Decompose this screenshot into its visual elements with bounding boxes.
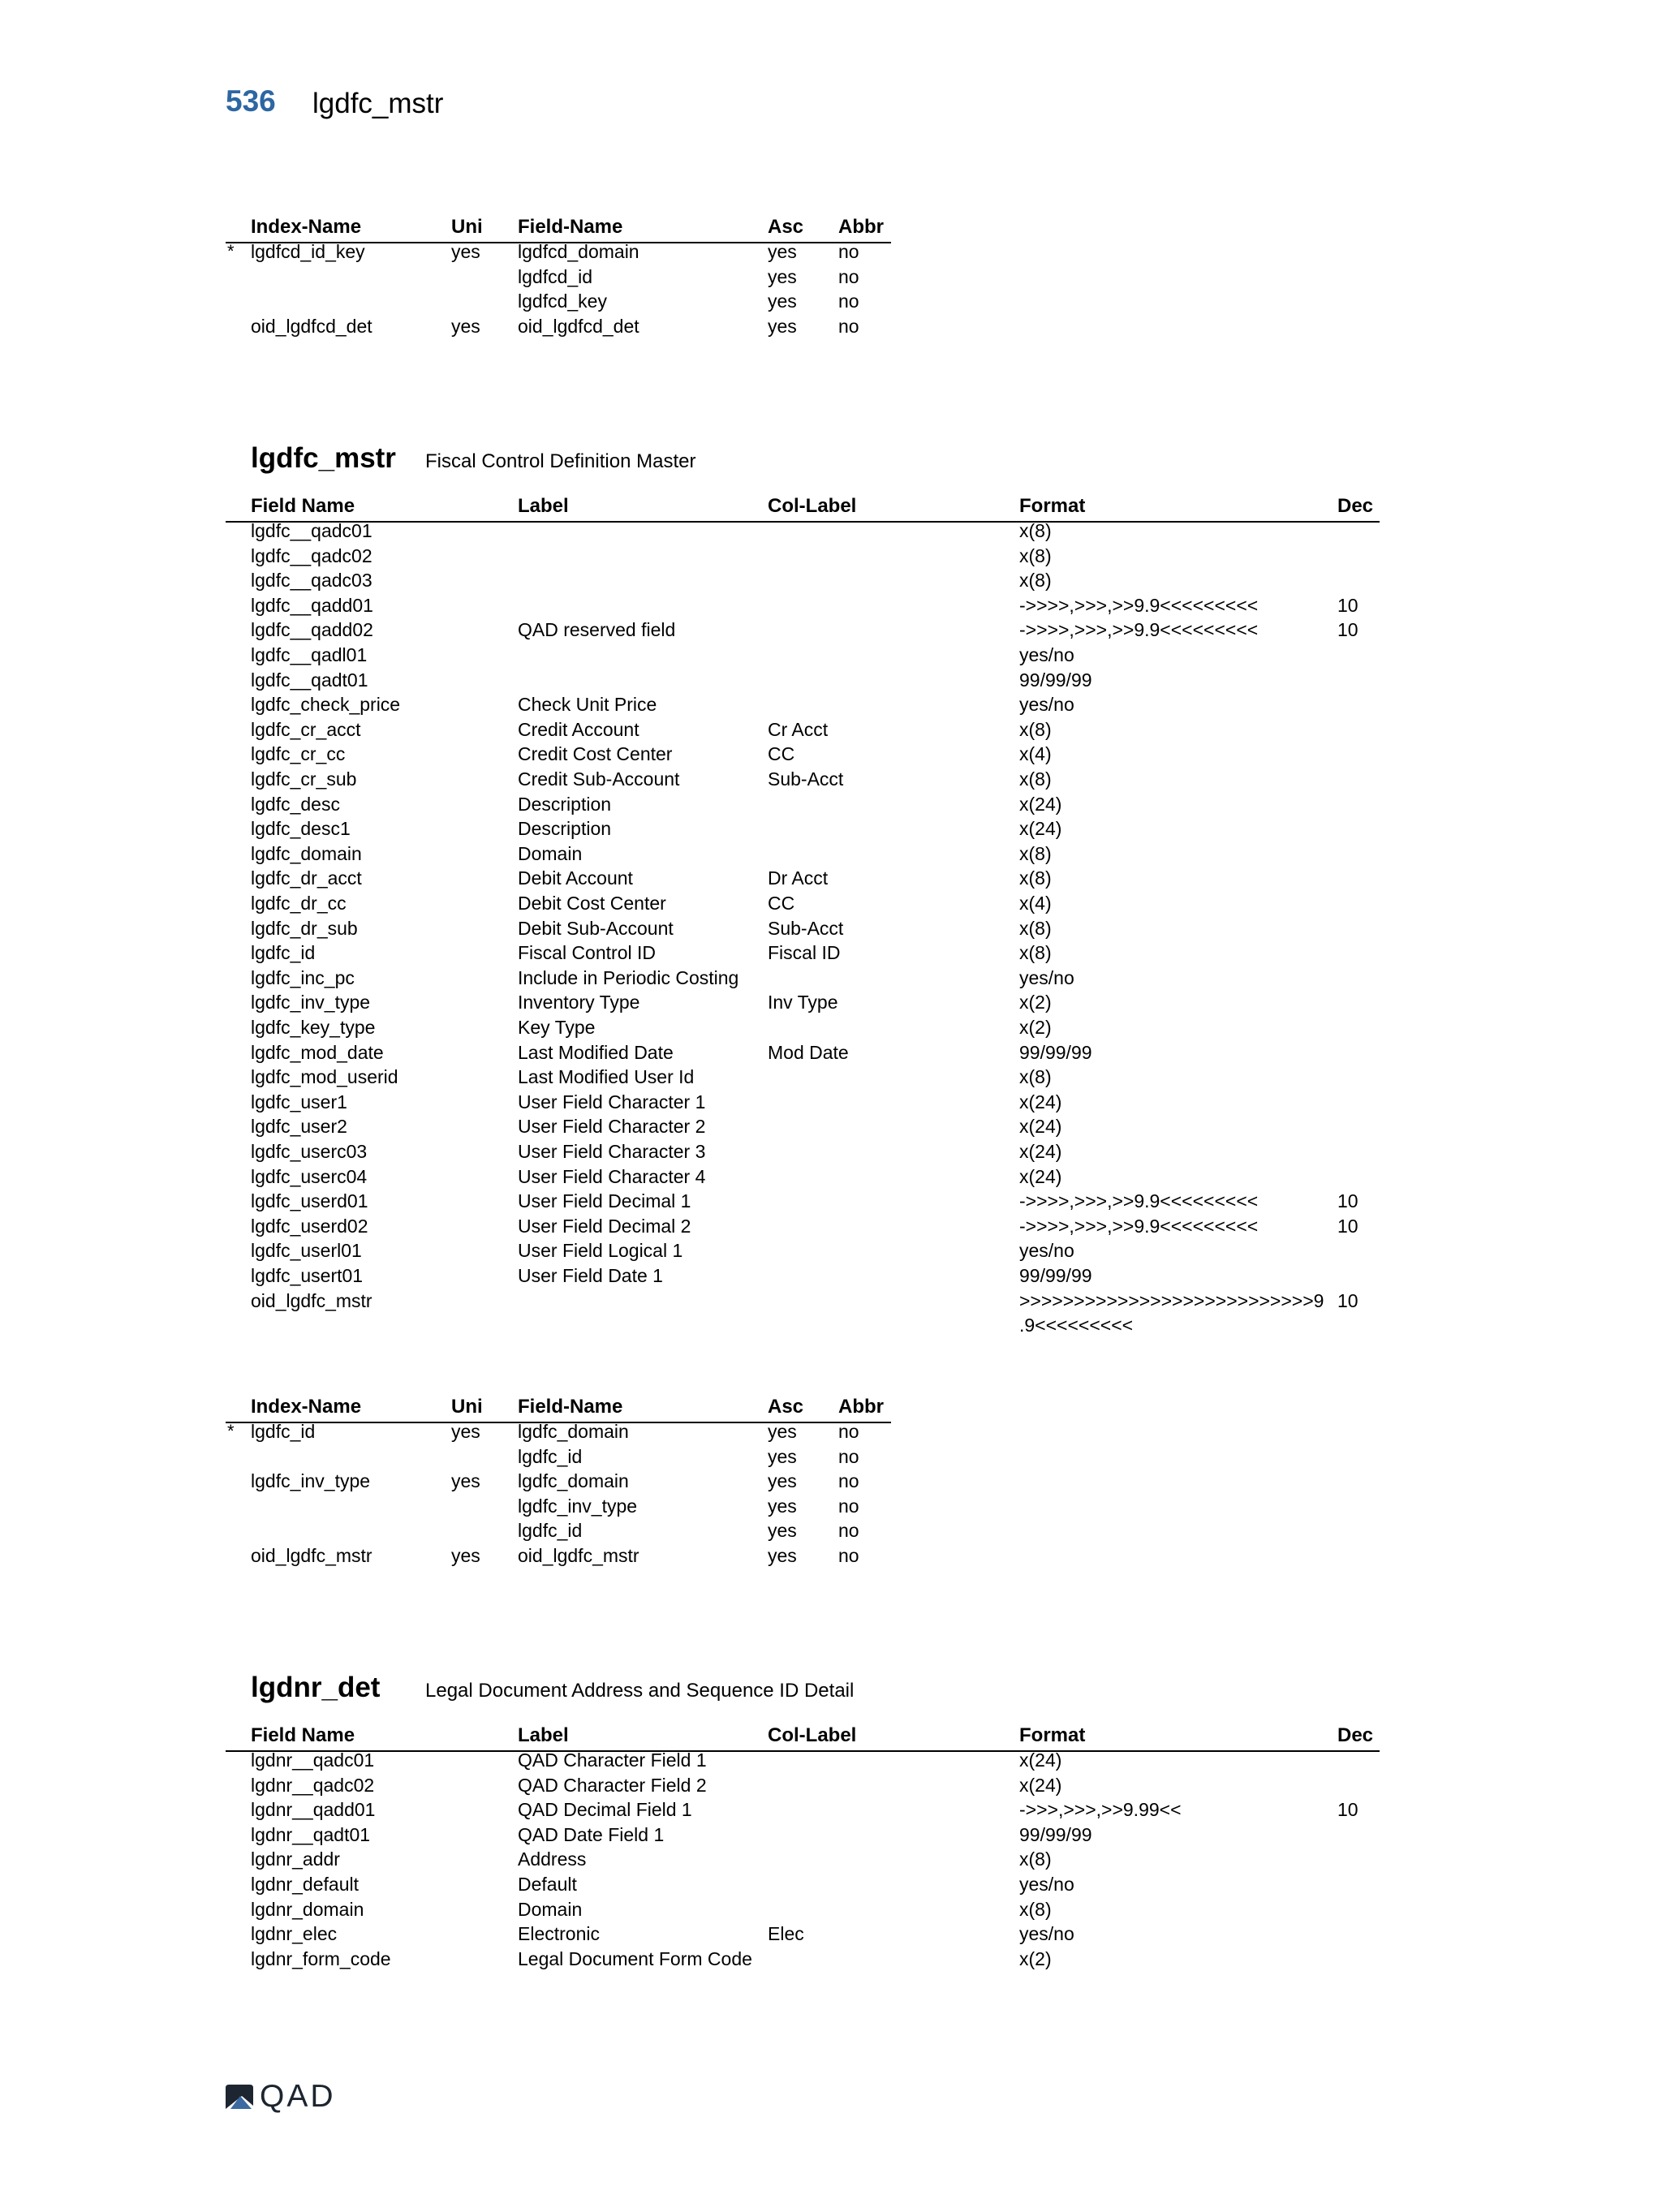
field-name-header: Field-Name xyxy=(518,216,623,238)
field-name-header: Field-Name xyxy=(518,1396,623,1418)
field-name-header: Field Name xyxy=(251,495,355,517)
field-format: yes/no xyxy=(1019,694,1074,716)
field-format: x(8) xyxy=(1019,544,1052,566)
primary-index-marker: * xyxy=(227,1421,235,1441)
field-name: lgdfc_inv_type xyxy=(251,992,371,1013)
format-header: Format xyxy=(1019,1724,1086,1746)
field-name: lgdfc_inv_type xyxy=(518,1495,638,1517)
field-label: Credit Cost Center xyxy=(518,743,673,765)
field-label: Include in Periodic Costing xyxy=(518,966,739,988)
table-description: Legal Document Address and Sequence ID Detail xyxy=(425,1680,855,1702)
field-label: Check Unit Price xyxy=(518,694,657,716)
decimals: 10 xyxy=(1337,1289,1358,1311)
label-header: Label xyxy=(518,1724,569,1746)
qad-logo-icon xyxy=(224,2083,255,2111)
field-label: User Field Logical 1 xyxy=(518,1240,683,1262)
field-format: x(24) xyxy=(1019,818,1062,840)
field-name: oid_lgdfc_mstr xyxy=(251,1289,372,1311)
format-header: Format xyxy=(1019,495,1086,517)
field-format: 99/99/99 xyxy=(1019,1041,1092,1063)
field-label: QAD Decimal Field 1 xyxy=(518,1799,692,1821)
field-format: x(24) xyxy=(1019,1774,1062,1796)
field-label: Domain xyxy=(518,1898,583,1920)
asc-header: Asc xyxy=(768,1396,804,1418)
field-name: lgdnr__qadd01 xyxy=(251,1799,376,1821)
abbreviation-flag: no xyxy=(838,315,859,337)
col-label-header: Col-Label xyxy=(768,1724,857,1746)
decimals: 10 xyxy=(1337,619,1358,641)
column-label: Cr Acct xyxy=(768,718,829,740)
field-name: lgdfc_domain xyxy=(251,842,362,864)
field-format: x(8) xyxy=(1019,1848,1052,1870)
ascending-flag: yes xyxy=(768,1495,797,1517)
abbreviation-flag: no xyxy=(838,1520,859,1542)
field-label: Debit Sub-Account xyxy=(518,917,674,939)
field-label: User Field Decimal 1 xyxy=(518,1190,691,1212)
index-name: lgdfc_inv_type xyxy=(251,1470,371,1492)
page-title: lgdfc_mstr xyxy=(312,88,444,119)
field-name: lgdfc__qadl01 xyxy=(251,644,368,665)
column-label: Sub-Acct xyxy=(768,768,844,790)
field-name: lgdfc_userc03 xyxy=(251,1141,368,1162)
decimals: 10 xyxy=(1337,1799,1358,1821)
field-label: Last Modified Date xyxy=(518,1041,674,1063)
abbreviation-flag: no xyxy=(838,1445,859,1467)
field-name: lgdfc__qadd01 xyxy=(251,594,373,616)
field-name: lgdnr__qadc02 xyxy=(251,1774,375,1796)
field-label: Debit Cost Center xyxy=(518,893,666,914)
field-name: lgdfc_cr_cc xyxy=(251,743,346,765)
field-name: lgdfc_dr_sub xyxy=(251,917,358,939)
field-format: x(8) xyxy=(1019,570,1052,592)
field-format: yes/no xyxy=(1019,966,1074,988)
decimals: 10 xyxy=(1337,594,1358,616)
field-label: Address xyxy=(518,1848,587,1870)
field-format: yes/no xyxy=(1019,1874,1074,1895)
field-label: Inventory Type xyxy=(518,992,640,1013)
unique-flag: yes xyxy=(451,241,480,262)
table-header-rule xyxy=(226,1750,1380,1752)
field-format: x(8) xyxy=(1019,768,1052,790)
abbreviation-flag: no xyxy=(838,265,859,287)
field-name: lgdfc__qadt01 xyxy=(251,669,368,691)
field-name: lgdnr_domain xyxy=(251,1898,364,1920)
field-format: x(2) xyxy=(1019,992,1052,1013)
field-label: User Field Character 4 xyxy=(518,1165,706,1187)
decimals: 10 xyxy=(1337,1215,1358,1237)
field-label: QAD Character Field 1 xyxy=(518,1749,707,1771)
ascending-flag: yes xyxy=(768,1545,797,1566)
field-format: x(8) xyxy=(1019,917,1052,939)
field-name: lgdfc__qadc01 xyxy=(251,520,372,541)
field-label: User Field Character 2 xyxy=(518,1116,706,1138)
field-name: lgdfc_inc_pc xyxy=(251,966,355,988)
field-name: lgdfc_id xyxy=(251,942,316,964)
unique-flag: yes xyxy=(451,1545,480,1566)
column-label: Fiscal ID xyxy=(768,942,841,964)
field-name: lgdnr_addr xyxy=(251,1848,340,1870)
column-label: Sub-Acct xyxy=(768,917,844,939)
field-format: >>>>>>>>>>>>>>>>>>>>>>>>>>>9 xyxy=(1019,1289,1324,1311)
field-label: Default xyxy=(518,1874,577,1895)
field-format: x(8) xyxy=(1019,842,1052,864)
column-label: CC xyxy=(768,743,795,765)
uni-header: Uni xyxy=(451,1396,483,1418)
field-name: lgdnr_form_code xyxy=(251,1947,391,1969)
index-name-header: Index-Name xyxy=(251,1396,362,1418)
primary-index-marker: * xyxy=(227,241,235,261)
asc-header: Asc xyxy=(768,216,804,238)
dec-header: Dec xyxy=(1337,1724,1374,1746)
field-name: lgdfc_mod_date xyxy=(251,1041,384,1063)
field-format: x(24) xyxy=(1019,793,1062,815)
field-name: oid_lgdfcd_det xyxy=(518,315,639,337)
field-name: lgdnr_default xyxy=(251,1874,359,1895)
field-name: lgdfcd_domain xyxy=(518,241,639,262)
dec-header: Dec xyxy=(1337,495,1374,517)
field-format: ->>>>,>>>,>>9.9<<<<<<<<< xyxy=(1019,1190,1259,1212)
field-name: lgdfc_cr_acct xyxy=(251,718,361,740)
field-label: User Field Decimal 2 xyxy=(518,1215,691,1237)
index-name: lgdfcd_id_key xyxy=(251,241,365,262)
field-format: yes/no xyxy=(1019,1240,1074,1262)
column-label: Elec xyxy=(768,1923,804,1945)
field-name: lgdfc_user1 xyxy=(251,1091,347,1112)
abbreviation-flag: no xyxy=(838,1495,859,1517)
table-description: Fiscal Control Definition Master xyxy=(425,450,696,472)
abbreviation-flag: no xyxy=(838,1545,859,1566)
column-label: Mod Date xyxy=(768,1041,849,1063)
ascending-flag: yes xyxy=(768,1470,797,1492)
field-name: lgdfc_dr_cc xyxy=(251,893,347,914)
field-format: x(24) xyxy=(1019,1165,1062,1187)
field-name: lgdfc_dr_acct xyxy=(251,867,362,889)
field-name: lgdfc_usert01 xyxy=(251,1265,364,1286)
field-name-header: Field Name xyxy=(251,1724,355,1746)
field-label: Key Type xyxy=(518,1017,596,1038)
index-name-header: Index-Name xyxy=(251,216,362,238)
field-name: lgdfc_userc04 xyxy=(251,1165,368,1187)
field-label: Debit Account xyxy=(518,867,633,889)
field-name: oid_lgdfc_mstr xyxy=(518,1545,639,1566)
field-label: User Field Character 3 xyxy=(518,1141,706,1162)
field-format: yes/no xyxy=(1019,1923,1074,1945)
field-label: Last Modified User Id xyxy=(518,1066,695,1088)
field-name: lgdfc_userd02 xyxy=(251,1215,368,1237)
unique-flag: yes xyxy=(451,1470,480,1492)
field-format: x(8) xyxy=(1019,718,1052,740)
field-format: ->>>,>>>,>>9.99<< xyxy=(1019,1799,1182,1821)
unique-flag: yes xyxy=(451,1421,480,1442)
field-label: Description xyxy=(518,818,612,840)
field-label: Fiscal Control ID xyxy=(518,942,656,964)
field-format: x(8) xyxy=(1019,867,1052,889)
field-format: ->>>>,>>>,>>9.9<<<<<<<<< xyxy=(1019,1215,1259,1237)
qad-logo xyxy=(224,2079,336,2115)
field-name: lgdnr__qadc01 xyxy=(251,1749,375,1771)
column-label: Inv Type xyxy=(768,992,838,1013)
ascending-flag: yes xyxy=(768,1445,797,1467)
col-label-header: Col-Label xyxy=(768,495,857,517)
ascending-flag: yes xyxy=(768,1421,797,1442)
abbr-header: Abbr xyxy=(838,1396,884,1418)
index-name: oid_lgdfcd_det xyxy=(251,315,372,337)
abbreviation-flag: no xyxy=(838,290,859,312)
field-label: QAD Date Field 1 xyxy=(518,1823,665,1845)
qad-logo-text: QAD xyxy=(260,2079,336,2114)
field-label: Legal Document Form Code xyxy=(518,1947,752,1969)
ascending-flag: yes xyxy=(768,265,797,287)
field-format: .9<<<<<<<<< xyxy=(1019,1315,1134,1336)
ascending-flag: yes xyxy=(768,1520,797,1542)
field-name: lgdfc_mod_userid xyxy=(251,1066,398,1088)
field-format: x(2) xyxy=(1019,1947,1052,1969)
field-format: x(8) xyxy=(1019,520,1052,541)
field-name: lgdfcd_id xyxy=(518,265,593,287)
ascending-flag: yes xyxy=(768,315,797,337)
table-name: lgdfc_mstr xyxy=(251,442,396,474)
abbreviation-flag: no xyxy=(838,241,859,262)
index-name: oid_lgdfc_mstr xyxy=(251,1545,372,1566)
uni-header: Uni xyxy=(451,216,483,238)
abbreviation-flag: no xyxy=(838,1470,859,1492)
field-name: lgdfc_id xyxy=(518,1445,583,1467)
ascending-flag: yes xyxy=(768,290,797,312)
field-name: lgdfc_key_type xyxy=(251,1017,376,1038)
field-label: Domain xyxy=(518,842,583,864)
table-name: lgdnr_det xyxy=(251,1672,381,1703)
field-format: ->>>>,>>>,>>9.9<<<<<<<<< xyxy=(1019,619,1259,641)
index-name: lgdfc_id xyxy=(251,1421,316,1442)
field-format: 99/99/99 xyxy=(1019,1265,1092,1286)
field-format: x(4) xyxy=(1019,743,1052,765)
field-name: lgdnr__qadt01 xyxy=(251,1823,371,1845)
field-name: lgdfc_id xyxy=(518,1520,583,1542)
field-label: QAD reserved field xyxy=(518,619,676,641)
field-name: lgdfc_desc1 xyxy=(251,818,351,840)
field-label: QAD Character Field 2 xyxy=(518,1774,707,1796)
column-label: Dr Acct xyxy=(768,867,829,889)
field-format: x(8) xyxy=(1019,942,1052,964)
abbreviation-flag: no xyxy=(838,1421,859,1442)
abbr-header: Abbr xyxy=(838,216,884,238)
field-label: User Field Date 1 xyxy=(518,1265,663,1286)
field-format: x(24) xyxy=(1019,1141,1062,1162)
field-name: lgdfc_domain xyxy=(518,1470,629,1492)
field-format: x(8) xyxy=(1019,1066,1052,1088)
field-name: lgdfc_check_price xyxy=(251,694,401,716)
decimals: 10 xyxy=(1337,1190,1358,1212)
field-label: Credit Sub-Account xyxy=(518,768,680,790)
field-label: Description xyxy=(518,793,612,815)
table-header-rule xyxy=(226,521,1380,523)
field-name: lgdfc_userl01 xyxy=(251,1240,362,1262)
field-format: x(24) xyxy=(1019,1749,1062,1771)
field-name: lgdfc_cr_sub xyxy=(251,768,357,790)
field-format: 99/99/99 xyxy=(1019,1823,1092,1845)
field-format: x(24) xyxy=(1019,1091,1062,1112)
field-name: lgdnr_elec xyxy=(251,1923,338,1945)
field-format: x(4) xyxy=(1019,893,1052,914)
field-name: lgdfc__qadc03 xyxy=(251,570,372,592)
field-name: lgdfc_userd01 xyxy=(251,1190,368,1212)
field-format: x(24) xyxy=(1019,1116,1062,1138)
field-name: lgdfc_user2 xyxy=(251,1116,347,1138)
column-label: CC xyxy=(768,893,795,914)
field-label: Electronic xyxy=(518,1923,600,1945)
field-format: yes/no xyxy=(1019,644,1074,665)
field-label: Credit Account xyxy=(518,718,639,740)
field-name: lgdfc_desc xyxy=(251,793,340,815)
page-number: 536 xyxy=(226,84,276,118)
field-format: x(2) xyxy=(1019,1017,1052,1038)
unique-flag: yes xyxy=(451,315,480,337)
field-format: x(8) xyxy=(1019,1898,1052,1920)
ascending-flag: yes xyxy=(768,241,797,262)
field-name: lgdfc__qadc02 xyxy=(251,544,372,566)
label-header: Label xyxy=(518,495,569,517)
field-name: lgdfc_domain xyxy=(518,1421,629,1442)
field-format: 99/99/99 xyxy=(1019,669,1092,691)
field-format: ->>>>,>>>,>>9.9<<<<<<<<< xyxy=(1019,594,1259,616)
field-label: User Field Character 1 xyxy=(518,1091,706,1112)
field-name: lgdfcd_key xyxy=(518,290,607,312)
field-name: lgdfc__qadd02 xyxy=(251,619,373,641)
